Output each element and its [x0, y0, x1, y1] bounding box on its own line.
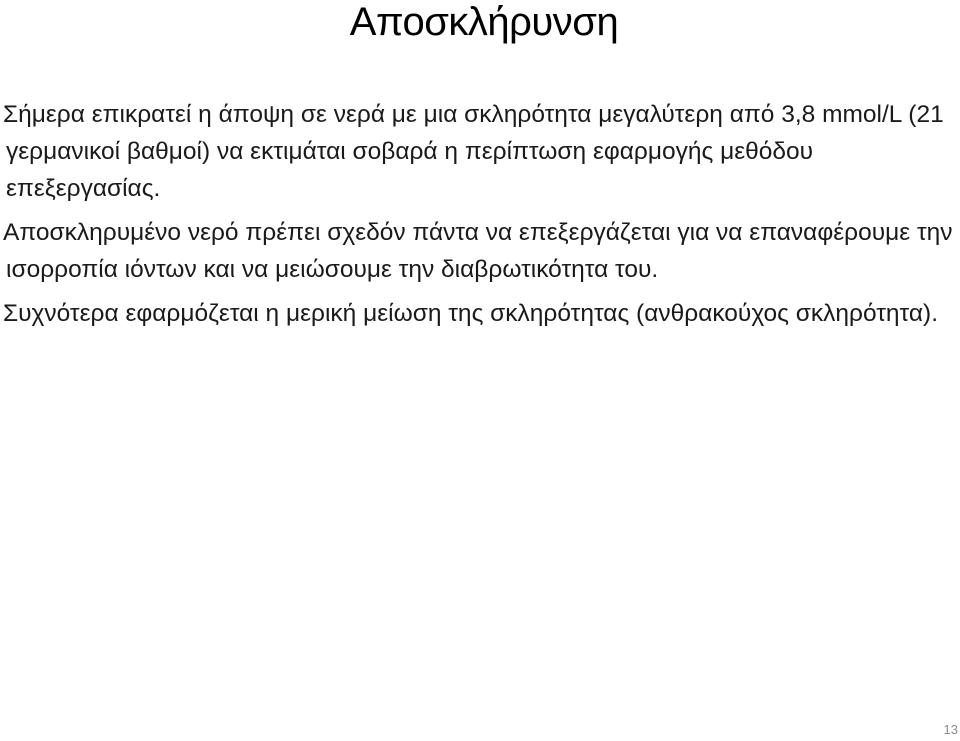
page-title: Αποσκλήρυνση: [349, 0, 619, 44]
page-number: 13: [943, 722, 958, 737]
slide-title-bar: [0, 0, 960, 42]
slide-body: [0, 96, 958, 332]
paragraph-hardness-threshold: Σήμερα επικρατεί η άποψη σε νερά με μια σκληρότητα μεγαλύτερη από 3,8 mmol/L (21 γερμανικοί βαθμοί) να εκτιμάται σοβαρά η περίπτωση εφαρμογής μεθόδου επεξεργασίας.: [3, 101, 944, 202]
paragraph-partial-reduction: Συχνότερα εφαρμόζεται η μερική μείωση της σκληρότητας (ανθρακούχος σκληρότητα).: [3, 300, 938, 327]
paragraph-softened-water: Αποσκληρυμένο νερό πρέπει σχεδόν πάντα να επεξεργάζεται για να επαναφέρουμε την ισορροπία ιόντων και να μειώσουμε την διαβρωτικότητα του.: [3, 219, 953, 283]
